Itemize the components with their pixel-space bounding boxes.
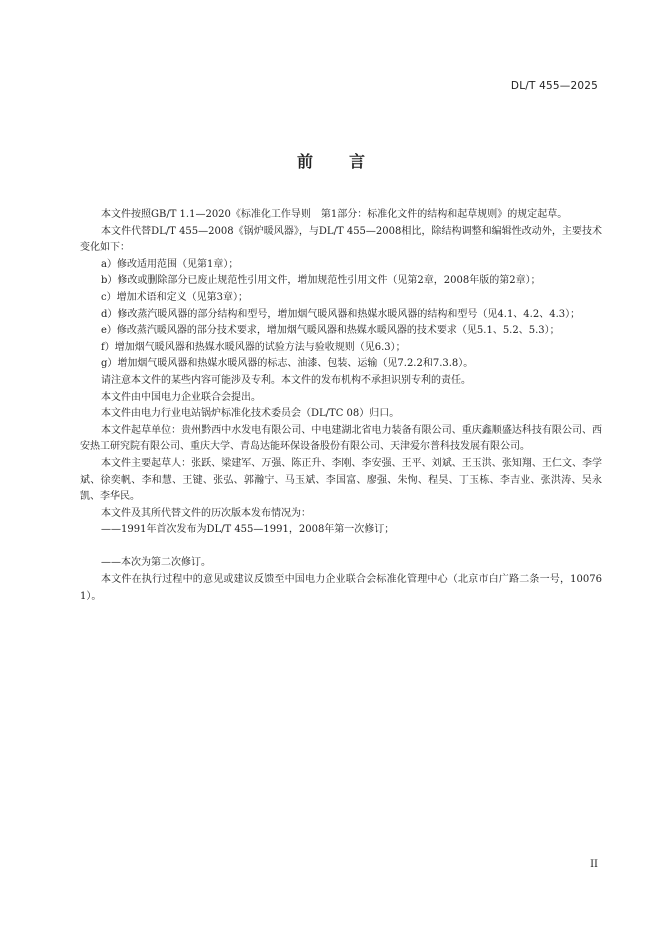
change-item-e: e）修改蒸汽暖风器的部分技术要求，增加烟气暖风器和热媒水暖风器的技术要求（见5.1、5.2、5.3）； — [101, 325, 560, 337]
foreword-body — [80, 207, 602, 605]
paragraph-drafters: 本文件主要起草人：张跃、梁建军、万强、陈正升、李刚、李安强、王平、刘斌、王玉洪、张知翔、王仁文、李学斌、徐奕帆、李和慧、王键、张弘、郭瀚宁、马玉斌、李国富、廖强、朱恂、程昊、丁玉栋、李吉业、张洪涛、吴永凯、李华民。 — [80, 457, 602, 503]
paragraph-feedback: 本文件在执行过程中的意见或建议反馈至中国电力企业联合会标准化管理中心（北京市白广路二条一号，100761）。 — [80, 574, 602, 602]
paragraph-drafting-units: 本文件起草单位：贵州黔西中水发电有限公司、中电建湖北省电力装备有限公司、重庆鑫顺盛达科技有限公司、西安热工研究院有限公司、重庆大学、青岛达能环保设备股份有限公司、天津爱尔普科技发展有限公司。 — [80, 424, 602, 453]
change-item-g: g）增加烟气暖风器和热媒水暖风器的标志、油漆、包装、运输（见7.2.2和7.3.8）。 — [101, 358, 474, 370]
history-item-first: ——1991年首次发布为DL/T 455—1991，2008年第一次修订； — [101, 524, 395, 536]
page-title: 前言 — [296, 152, 401, 171]
page-number: II — [590, 859, 598, 870]
change-item-b: b）修改或删除部分已废止规范性引用文件，增加规范性引用文件（见第2章，2008年版的第2章）； — [101, 275, 541, 287]
change-item-f: f）增加烟气暖风器和热媒水暖风器的试验方法与验收规则（见6.3）； — [101, 341, 406, 353]
paragraph-proposer: 本文件由中国电力企业联合会提出。 — [101, 391, 261, 403]
paragraph-replacement: 本文件代替DL/T 455—2008《锅炉暖风器》，与DL/T 455—2008相比，除结构调整和编辑性改动外，主要技术变化如下： — [80, 225, 602, 254]
paragraph-patent-notice: 请注意本文件的某些内容可能涉及专利。本文件的发布机构不承担识别专利的责任。 — [101, 374, 471, 386]
paragraph-drafting-rules: 本文件按照GB/T 1.1—2020《标准化工作导则 第1部分：标准化文件的结构和起草规则》的规定起草。 — [101, 209, 568, 220]
change-item-a: a）修改适用范围（见第1章）； — [101, 258, 239, 270]
document-code: DL/T 455—2025 — [510, 80, 598, 92]
change-item-c: c）增加术语和定义（见第3章）； — [101, 291, 248, 303]
blank-line — [80, 539, 602, 556]
history-item-current: ——本次为第二次修订。 — [101, 557, 211, 569]
paragraph-history-intro: 本文件及其所代替文件的历次版本发布情况为： — [101, 507, 311, 519]
change-item-d: d）修改蒸汽暖风器的部分结构和型号，增加烟气暖风器和热媒水暖风器的结构和型号（见4.1、4.2、4.3）； — [101, 308, 581, 320]
paragraph-committee: 本文件由电力行业电站锅炉标准化技术委员会（DL/TC 08）归口。 — [101, 408, 400, 420]
